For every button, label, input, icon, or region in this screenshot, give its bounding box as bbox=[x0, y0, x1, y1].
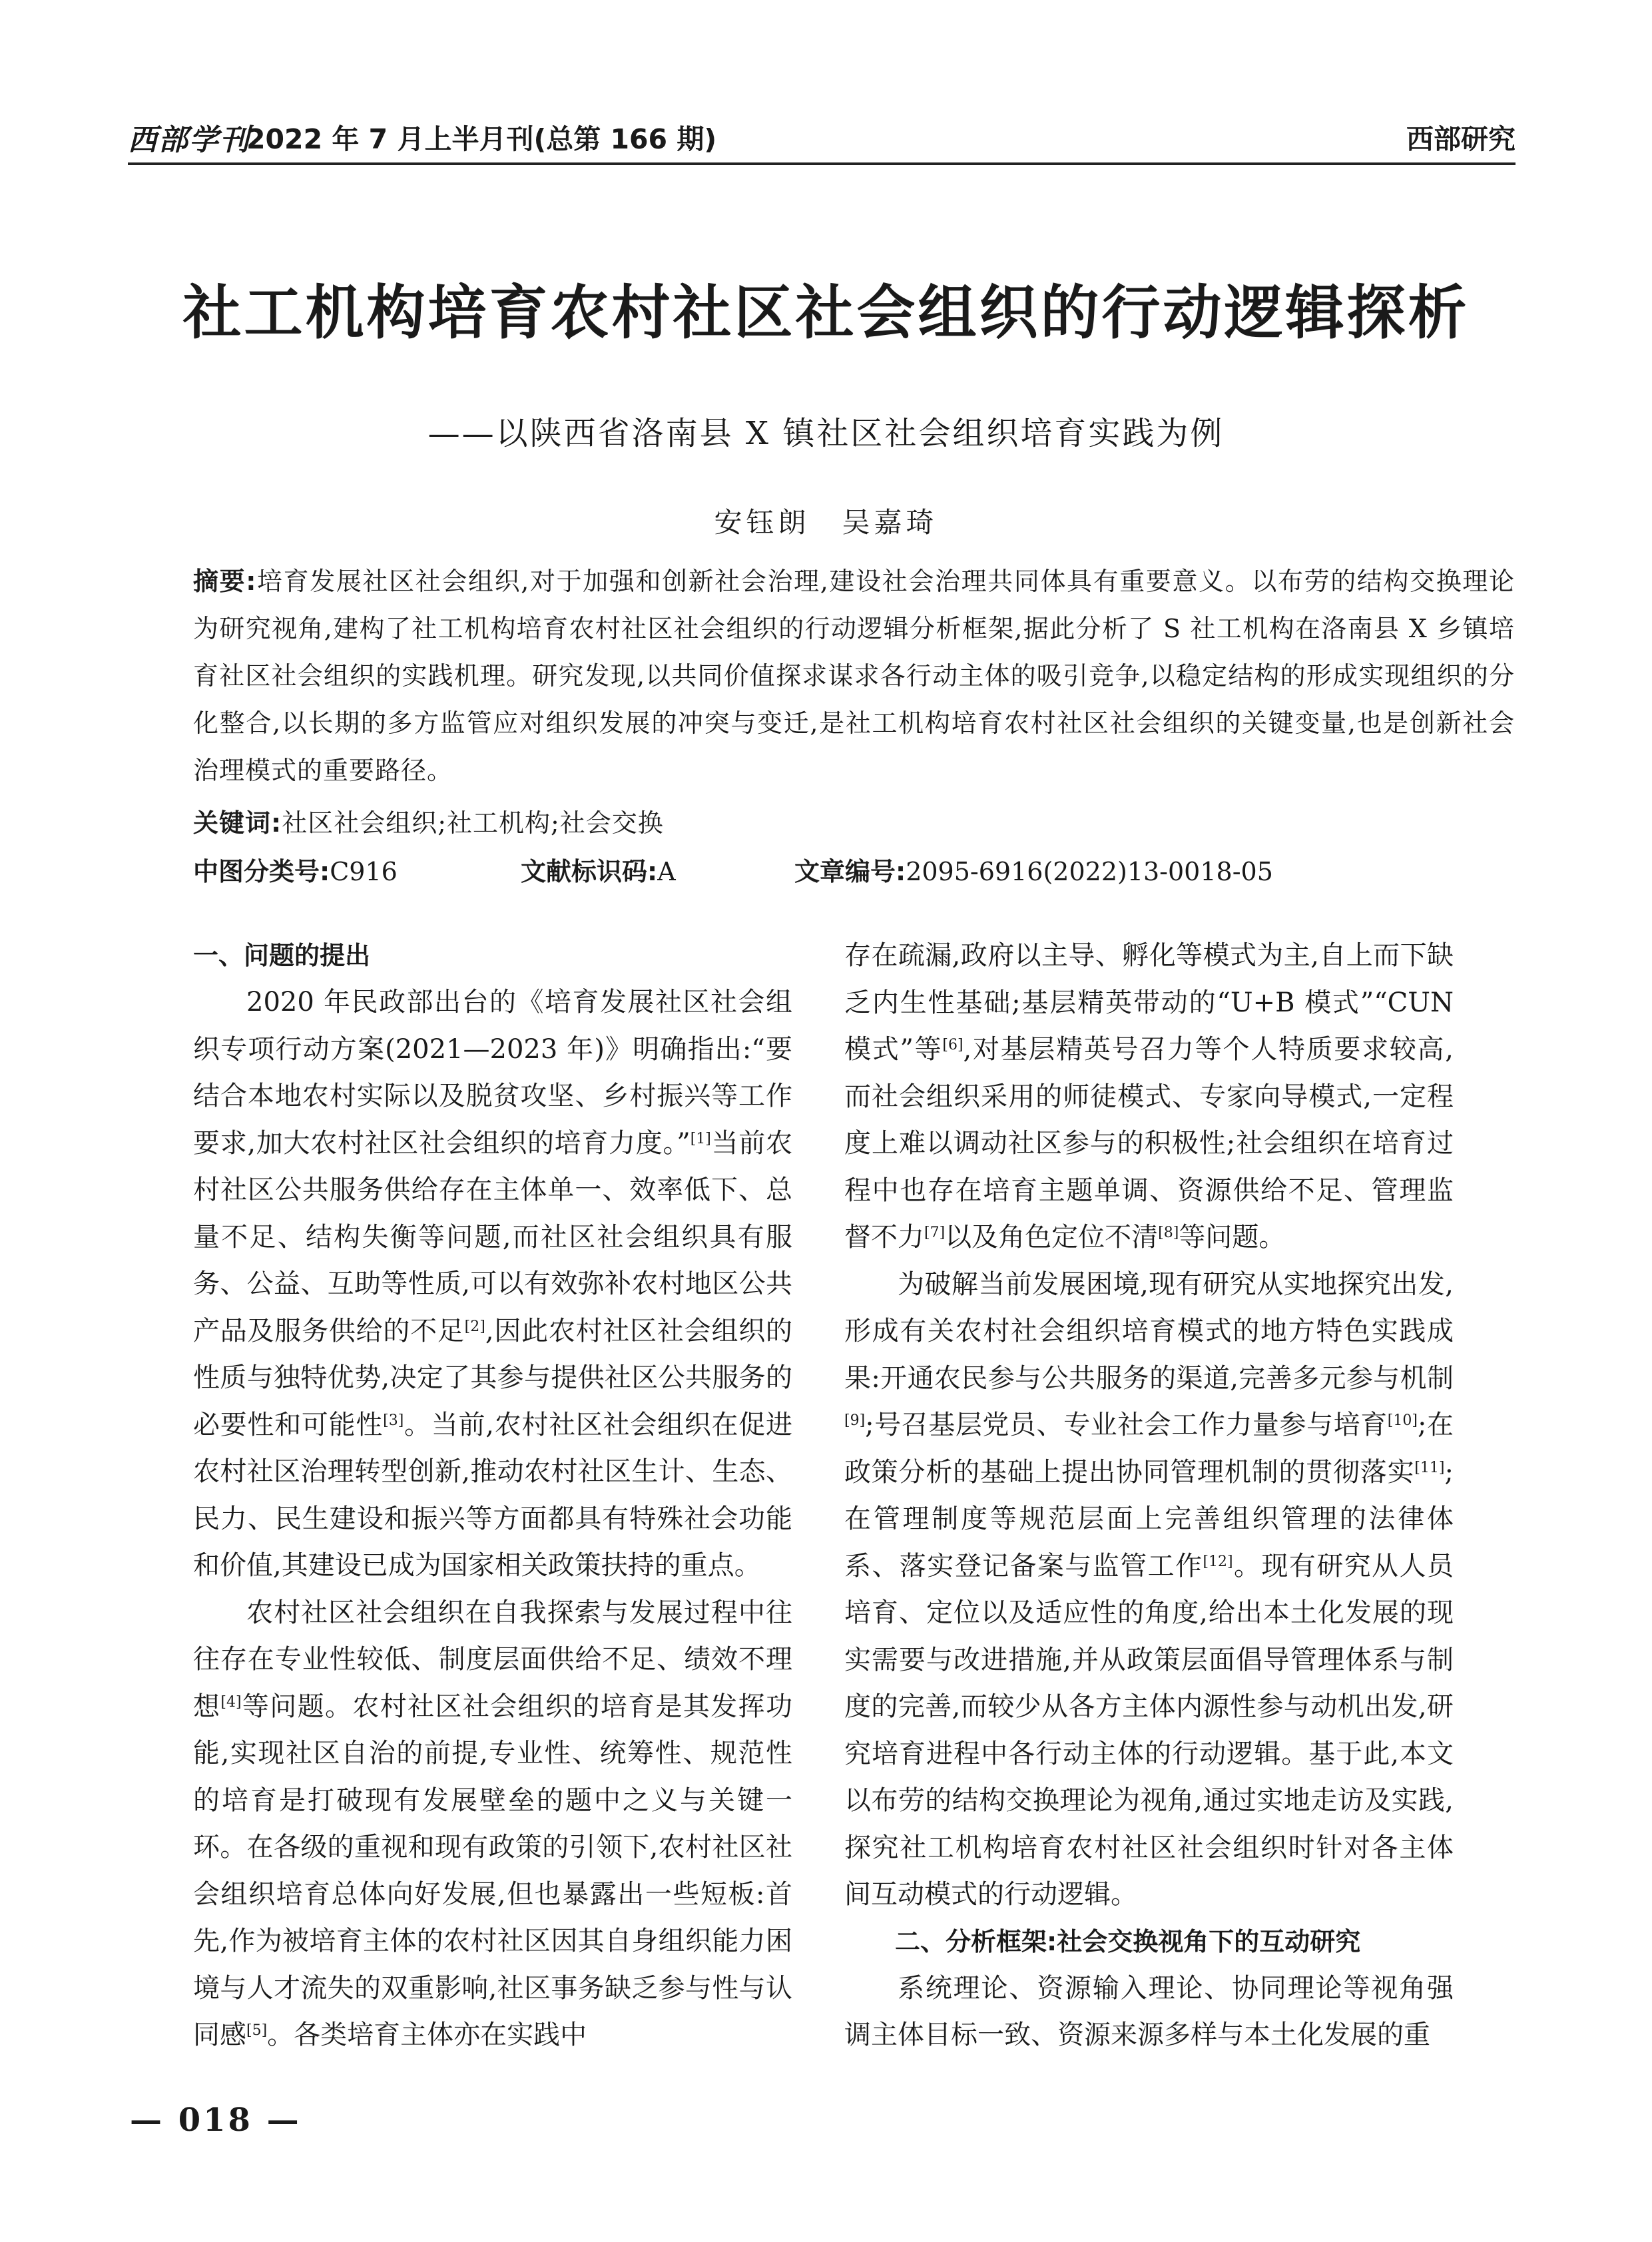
paragraph: 农村社区社会组织在自我探索与发展过程中往往存在专业性较低、制度层面供给不足、绩效不理想[4]等问题。农村社区社会组织的培育是其发挥功能,实现社区自治的前提,专业性、统筹性、规范性的培育是打破现有发展壁垒的题中之义与关键一环。在各级的重视和现有政策的引领下,农村社区社会组织培育总体向好发展,但也暴露出一些短板:首先,作为被培育主体的农村社区因其自身组织能力困境与人才流失的双重影响,社区事务缺乏参与性与认同感[5]。各类培育主体亦在实践中 bbox=[193, 1597, 793, 2050]
citation-ref: [11] bbox=[1414, 1459, 1445, 1476]
keywords-text: 社区社会组织;社工机构;社会交换 bbox=[282, 808, 664, 838]
issue-info: 2022 年 7 月上半月刊(总第 166 期) bbox=[246, 123, 717, 155]
citation-ref: [7] bbox=[924, 1225, 946, 1241]
header-divider bbox=[128, 162, 1515, 165]
citation-ref: [12] bbox=[1203, 1553, 1233, 1570]
running-header bbox=[128, 113, 1515, 160]
body-column-left bbox=[193, 932, 792, 2059]
paragraph: 为破解当前发展困境,现有研究从实地探究出发,形成有关农村社会组织培育模式的地方特色实践成果:开通农民参与公共服务的渠道,完善多元参与机制[9];号召基层党员、专业社会工作力量参与培育[10];在政策分析的基础上提出协同管理机制的贯彻落实[11];在管理制度等规范层面上完善组织管理的法律体系、落实登记备案与监管工作[12]。现有研究从人员培育、定位以及适应性的角度,给出本土化发展的现实需要与改进措施,并从政策层面倡导管理体系与制度的完善,而较少从各方主体内源性参与动机出发,研究培育进程中各行动主体的行动逻辑。基于此,本文以布劳的结构交换理论为视角,通过实地走访及实践,探究社工机构培育农村社区社会组织时针对各主体间互动模式的行动逻辑。 bbox=[844, 1268, 1454, 1910]
article-subtitle: ——以陕西省洛南县 X 镇社区社会组织培育实践为例 bbox=[427, 415, 1225, 452]
section-heading-1: 一、问题的提出 bbox=[193, 941, 371, 970]
citation-ref: [8] bbox=[1158, 1225, 1179, 1241]
keywords bbox=[193, 802, 664, 839]
document-code bbox=[521, 851, 676, 888]
page-number: — 018 — bbox=[130, 2102, 302, 2139]
doc-label: 文献标识码: bbox=[521, 857, 658, 886]
citation-ref: [3] bbox=[383, 1412, 404, 1429]
citation-ref: [10] bbox=[1387, 1412, 1418, 1429]
paragraph: 存在疏漏,政府以主导、孵化等模式为主,自上而下缺乏内生性基础;基层精英带动的“U+B 模式”“CUN 模式”等[6],对基层精英号召力等个人特质要求较高,而社会组织采用的师徒模式、专家向导模式,一定程度上难以调动社区参与的积极性;社会组织在培育过程中也存在培育主题单调、资源供给不足、管理监督不力[7]以及角色定位不清[8]等问题。 bbox=[844, 940, 1454, 1253]
classification-line bbox=[193, 851, 1515, 891]
paragraph: 2020 年民政部出台的《培育发展社区社会组织专项行动方案(2021—2023 年)》明确指出:“要结合本地农村实际以及脱贫攻坚、乡村振兴等工作要求,加大农村社区社会组织的培育力度。”[1]当前农村社区公共服务供给存在主体单一、效率低下、总量不足、结构失衡等问题,而社区社会组织具有服务、公益、互助等性质,可以有效弥补农村地区公共产品及服务供给的不足[2],因此农村社区社会组织的性质与独特优势,决定了其参与提供社区公共服务的必要性和可能性[3]。当前,农村社区社会组织在促进农村社区治理转型创新,推动农村社区生计、生态、民力、民生建设和振兴等方面都具有特殊社会功能和价值,其建设已成为国家相关政策扶持的重点。 bbox=[193, 987, 793, 1581]
abstract-text: 培育发展社区社会组织,对于加强和创新社会治理,建设社会治理共同体具有重要意义。以布劳的结构交换理论为研究视角,建构了社工机构培育农村社区社会组织的行动逻辑分析框架,据此分析了 S 社工机构在洛南县 X 乡镇培育社区社会组织的实践机理。研究发现,以共同价值探求谋求各行动主体的吸引竞争,以稳定结构的形成实现组织的分化整合,以长期的多方监管应对组织发展的冲突与变迁,是社工机构培育农村社区社会组织的关键变量,也是创新社会治理模式的重要路径。 bbox=[193, 567, 1515, 785]
clc-label: 中图分类号: bbox=[193, 857, 330, 886]
doc-value: A bbox=[657, 857, 676, 886]
section-name: 西部研究 bbox=[1406, 123, 1515, 155]
clc-code bbox=[193, 851, 398, 888]
article-authors: 安钰朗 吴嘉琦 bbox=[714, 506, 938, 539]
article-title: 社工机构培育农村社区社会组织的行动逻辑探析 bbox=[182, 278, 1470, 347]
id-label: 文章编号: bbox=[794, 857, 906, 886]
citation-ref: [2] bbox=[464, 1318, 485, 1335]
section-heading-2: 二、分析框架:社会交换视角下的互动研究 bbox=[895, 1926, 1361, 1956]
abstract-label: 摘要: bbox=[193, 567, 257, 596]
citation-ref: [4] bbox=[220, 1693, 242, 1711]
keywords-label: 关键词: bbox=[193, 808, 282, 838]
abstract bbox=[193, 558, 1515, 794]
citation-ref: [5] bbox=[246, 2022, 268, 2039]
paragraph: 系统理论、资源输入理论、协同理论等视角强调主体目标一致、资源来源多样与本土化发展的重 bbox=[844, 1972, 1454, 2050]
journal-logo: 西部学刊 bbox=[128, 123, 250, 157]
clc-value: C916 bbox=[330, 857, 398, 886]
body-column-right bbox=[844, 932, 1454, 2059]
id-value: 2095-6916(2022)13-0018-05 bbox=[906, 857, 1273, 886]
citation-ref: [6] bbox=[942, 1037, 964, 1053]
article-number bbox=[794, 851, 1273, 888]
citation-ref: [9] bbox=[844, 1412, 866, 1429]
citation-ref: [1] bbox=[690, 1130, 711, 1147]
